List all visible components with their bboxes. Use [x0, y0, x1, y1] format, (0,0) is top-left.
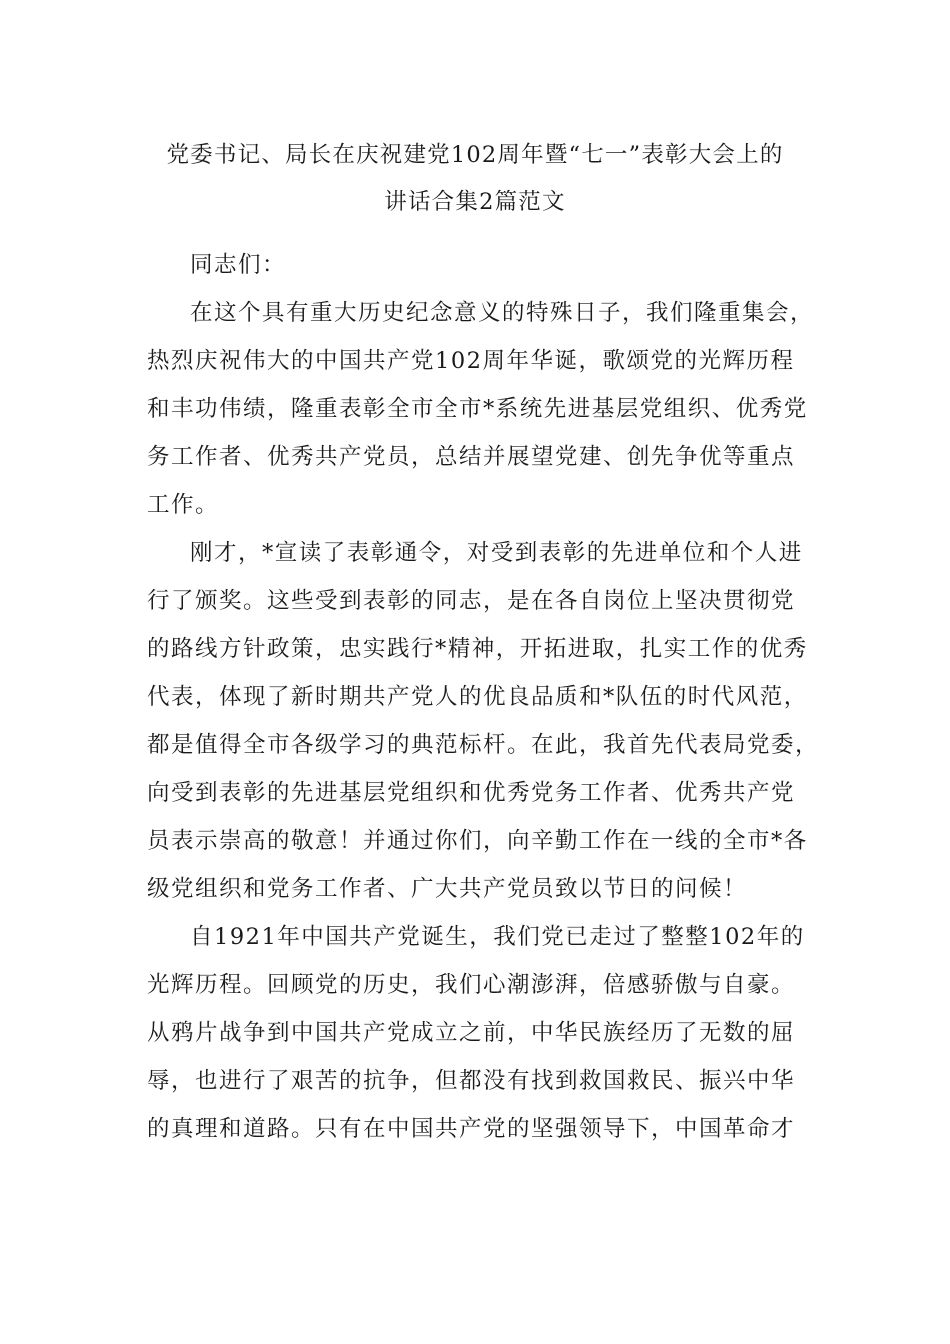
- body-line: 光辉历程。回顾党的历史，我们心潮澎湃，倍感骄傲与自豪。: [147, 972, 796, 998]
- salutation: 同志们：: [190, 252, 287, 278]
- body-line: 的真理和道路。只有在中国共产党的坚强领导下，中国革命才: [147, 1116, 796, 1142]
- body-line: 辱，也进行了艰苦的抗争，但都没有找到救国救民、振兴中华: [147, 1068, 796, 1094]
- body-line: 都是值得全市各级学习的典范标杆。在此，我首先代表局党委，: [147, 732, 820, 758]
- body-line: 级党组织和党务工作者、广大共产党员致以节日的问候！: [147, 876, 748, 902]
- body-line: 工作。: [147, 492, 220, 518]
- body-line: 刚才，*宣读了表彰通令，对受到表彰的先进单位和个人进: [190, 540, 803, 566]
- body-line: 的路线方针政策，忠实践行*精神，开拓进取，扎实工作的优秀: [147, 636, 808, 662]
- body-line: 向受到表彰的先进基层党组织和优秀党务工作者、优秀共产党: [147, 780, 796, 806]
- body-line: 代表，体现了新时期共产党人的优良品质和*队伍的时代风范，: [147, 684, 808, 710]
- body-line: 员表示崇高的敬意！并通过你们，向辛勤工作在一线的全市*各: [147, 828, 808, 854]
- body-line: 从鸦片战争到中国共产党成立之前，中华民族经历了无数的屈: [147, 1020, 796, 1046]
- body-line: 热烈庆祝伟大的中国共产党102周年华诞，歌颂党的光辉历程: [147, 348, 795, 374]
- body-line: 务工作者、优秀共产党员，总结并展望党建、创先争优等重点: [147, 444, 796, 470]
- document-title-line-1: 党委书记、局长在庆祝建党102周年暨“七一”表彰大会上的: [166, 142, 784, 168]
- body-line: 和丰功伟绩，隆重表彰全市全市*系统先进基层党组织、优秀党: [147, 396, 808, 422]
- body-line: 行了颁奖。这些受到表彰的同志，是在各自岗位上坚决贯彻党: [147, 588, 796, 614]
- body-line: 自1921年中国共产党诞生，我们党已走过了整整102年的: [190, 924, 805, 950]
- body-line: 在这个具有重大历史纪念意义的特殊日子，我们隆重集会，: [190, 300, 815, 326]
- document-title-line-2: 讲话合集2篇范文: [384, 189, 566, 215]
